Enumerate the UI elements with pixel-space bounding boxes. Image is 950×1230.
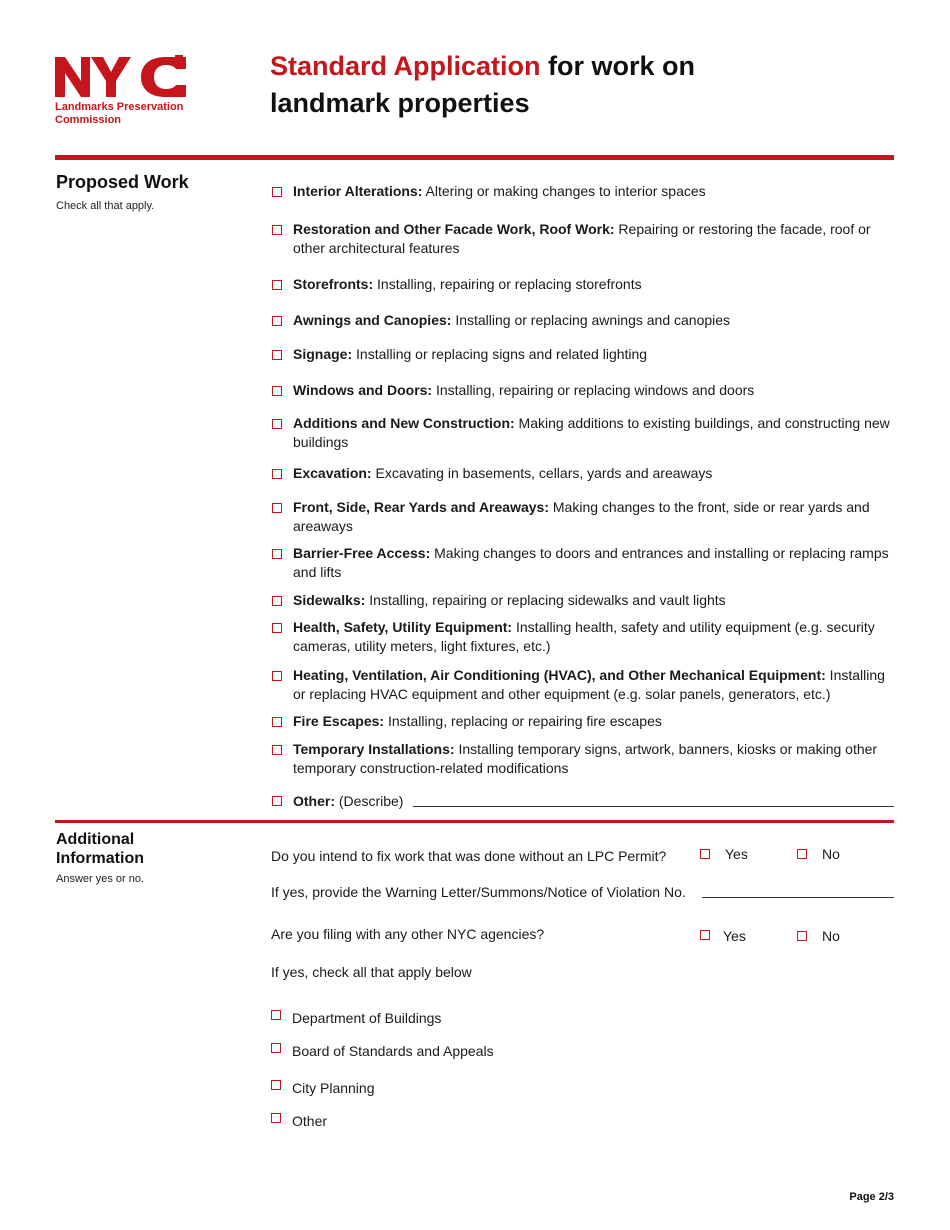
agency-label: Department of Buildings — [292, 1010, 442, 1026]
work-item-title: Health, Safety, Utility Equipment: — [293, 619, 513, 635]
work-item-checkbox[interactable] — [272, 419, 282, 429]
work-item-checkbox[interactable] — [272, 503, 282, 513]
work-item-label — [293, 182, 895, 201]
agency-checkbox[interactable] — [271, 1010, 281, 1020]
agency-label: Other — [292, 1113, 328, 1129]
work-item-title: Sidewalks: — [293, 592, 366, 608]
work-item-title: Interior Alterations: — [293, 183, 423, 199]
other-work-input[interactable] — [413, 806, 894, 807]
work-item-label — [293, 275, 895, 294]
additional-info-heading-line1: Additional — [56, 831, 135, 848]
proposed-work-note: Check all that apply. — [56, 200, 155, 212]
page-number: Page 2/3 — [849, 1191, 894, 1203]
work-item-desc: Installing, repairing or replacing storefronts — [373, 276, 642, 292]
question-lpc-permit: Do you intend to fix work that was done without an LPC Permit? — [271, 848, 667, 864]
work-item-checkbox[interactable] — [272, 745, 282, 755]
work-item-checkbox[interactable] — [272, 671, 282, 681]
work-item-label — [293, 591, 895, 610]
work-item-label — [293, 498, 895, 536]
proposed-work-heading: Proposed Work — [56, 172, 189, 192]
violation-number-input[interactable] — [702, 897, 894, 898]
section-divider-middle — [55, 820, 894, 823]
work-item-desc: Excavating in basements, cellars, yards and areaways — [371, 465, 713, 481]
work-item-title: Additions and New Construction: — [293, 415, 515, 431]
q1-yes-checkbox[interactable] — [700, 849, 710, 859]
work-item-desc: Installing, repairing or replacing windows and doors — [432, 382, 755, 398]
work-item-checkbox[interactable] — [272, 717, 282, 727]
work-item-desc: Installing, repairing or replacing sidewalks and vault lights — [365, 592, 726, 608]
work-item-checkbox[interactable] — [272, 280, 282, 290]
work-item-label — [293, 544, 895, 582]
work-item-title: Windows and Doors: — [293, 382, 433, 398]
logo-subtitle-line1: Landmarks Preservation — [55, 101, 184, 113]
logo-subtitle — [55, 101, 215, 126]
agency-checkbox[interactable] — [271, 1113, 281, 1123]
other-work-label — [293, 792, 403, 811]
work-item-title: Front, Side, Rear Yards and Areaways: — [293, 499, 549, 515]
work-item-label — [293, 666, 895, 704]
logo-subtitle-line2: Commission — [55, 113, 122, 126]
work-item-label — [293, 712, 895, 731]
work-item-label — [293, 345, 895, 364]
work-item-title: Restoration and Other Facade Work, Roof Work: — [293, 221, 615, 237]
q1-no-label: No — [822, 846, 840, 862]
additional-info-heading-line2: Information — [56, 850, 144, 867]
agency-checkbox[interactable] — [271, 1080, 281, 1090]
work-item-desc: Installing or replacing HVAC equipment and other equipment (e.g. solar panels, generators, etc.) — [293, 667, 885, 702]
work-item-label — [293, 464, 895, 483]
work-item-checkbox[interactable] — [272, 469, 282, 479]
agencies-instruction: If yes, check all that apply below — [271, 964, 472, 980]
work-item-checkbox[interactable] — [272, 350, 282, 360]
agency-label: City Planning — [292, 1080, 375, 1096]
work-item-desc: Altering or making changes to interior spaces — [422, 183, 706, 199]
work-item-checkbox[interactable] — [272, 623, 282, 633]
work-item-checkbox[interactable] — [272, 316, 282, 326]
work-item-label — [293, 311, 895, 330]
work-item-title: Barrier-Free Access: — [293, 545, 431, 561]
q1-yes-label: Yes — [725, 846, 748, 862]
work-item-label — [293, 220, 895, 258]
q1-no-checkbox[interactable] — [797, 849, 807, 859]
q2-yes-label: Yes — [723, 928, 746, 944]
work-item-desc: Installing, replacing or repairing fire escapes — [384, 713, 662, 729]
question-other-agencies: Are you filing with any other NYC agencies? — [271, 926, 545, 942]
work-item-checkbox[interactable] — [272, 187, 282, 197]
other-work-checkbox[interactable] — [272, 796, 282, 806]
work-item-desc: Installing temporary signs, artwork, banners, kiosks or making other temporary construction-related modifications — [293, 741, 878, 776]
q2-yes-checkbox[interactable] — [700, 930, 710, 940]
work-item-label — [293, 740, 895, 778]
work-item-label — [293, 618, 895, 656]
work-item-title: Storefronts: — [293, 276, 374, 292]
other-work-title: Other: — [293, 793, 335, 809]
work-item-checkbox[interactable] — [272, 386, 282, 396]
work-item-label — [293, 381, 895, 400]
agency-checkbox[interactable] — [271, 1043, 281, 1053]
additional-info-note: Answer yes or no. — [56, 873, 145, 885]
title-rest: for work on — [540, 51, 696, 81]
work-item-title: Signage: — [293, 346, 353, 362]
section-divider-top — [55, 155, 894, 160]
other-work-desc: (Describe) — [335, 793, 404, 809]
title-accent: Standard Application — [270, 51, 541, 81]
work-item-checkbox[interactable] — [272, 596, 282, 606]
work-item-desc: Installing or replacing signs and related lighting — [352, 346, 648, 362]
nyc-logo — [55, 55, 186, 99]
work-item-title: Excavation: — [293, 465, 372, 481]
work-item-desc: Making changes to the front, side or rear yards and areaways — [293, 499, 870, 534]
work-item-desc: Making changes to doors and entrances and installing or replacing ramps and lifts — [293, 545, 889, 580]
additional-info-heading — [56, 830, 144, 868]
work-item-title: Fire Escapes: — [293, 713, 385, 729]
work-item-title: Awnings and Canopies: — [293, 312, 452, 328]
q2-no-label: No — [822, 928, 840, 944]
work-item-label — [293, 414, 895, 452]
work-item-checkbox[interactable] — [272, 549, 282, 559]
work-item-desc: Installing health, safety and utility equipment (e.g. security cameras, utility meters, light fixtures, etc.) — [293, 619, 875, 654]
title-line2: landmark properties — [270, 88, 530, 118]
page-title — [270, 48, 910, 122]
violation-number-label: If yes, provide the Warning Letter/Summons/Notice of Violation No. — [271, 884, 686, 900]
q2-no-checkbox[interactable] — [797, 931, 807, 941]
work-item-desc: Repairing or restoring the facade, roof or other architectural features — [293, 221, 871, 256]
work-item-title: Temporary Installations: — [293, 741, 455, 757]
work-item-checkbox[interactable] — [272, 225, 282, 235]
agency-label: Board of Standards and Appeals — [292, 1043, 494, 1059]
work-item-desc: Making additions to existing buildings, and constructing new buildings — [293, 415, 890, 450]
work-item-desc: Installing or replacing awnings and canopies — [451, 312, 731, 328]
work-item-title: Heating, Ventilation, Air Conditioning (HVAC), and Other Mechanical Equipment: — [293, 667, 826, 683]
